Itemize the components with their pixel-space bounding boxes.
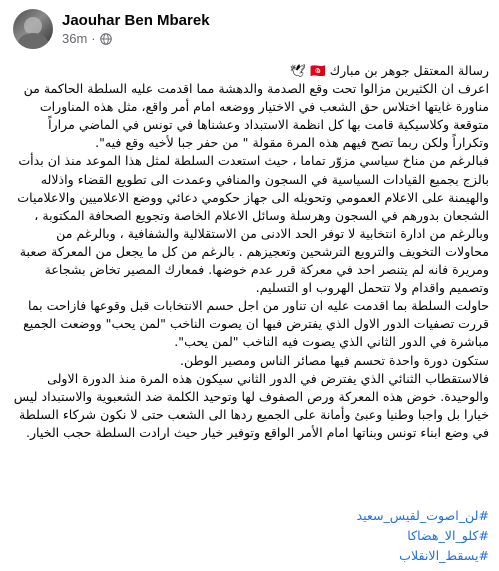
author-avatar[interactable] — [13, 9, 53, 49]
hashtag-list — [356, 506, 489, 566]
separator-dot: · — [91, 30, 96, 46]
post-timestamp[interactable]: 36m — [62, 30, 88, 46]
hashtag-link[interactable]: #لن_اصوت_لقيس_سعيد — [356, 508, 489, 523]
post-title: رسالة المعتقل جوهر بن مبارك 🇹🇳 🕊 — [290, 63, 489, 78]
post-text: اعرف ان الكثيرين مزالوا تحت وقع الصدمة والدهشة مما اقدمت عليه السلطة الحاكمة من مناورة غايتها اختلاس حق الشعب في الاختيار ووضعه امام أمر واقع، مثل هذه المناورات متوقعة وكلاسيكية قامت بها كل انظمة الاستبداد وعشناها في تونس في الماضي مراراً وتكراراً ولكن ربما تصح فيهم هذه المرة مقولة " من حفر جبا لأخيه وقع فيه". فبالرغم من مناخ سياسي مزوّر تماما ، حيث استعدت السلطة لمثل هذا الموعد منذ ان بدأت بالزج بجميع القيادات السياسية في السجون والمنافي وعمدت الى تطويع القضاء واذلاله والهيمنة على الاعلام العمومي وتحويله الى جهاز حكومي دعائي ووضع الاعلاميين والاعلاميات الشجعان بدورهم في السجون وهرسلة وسائل الاعلام الخاصة وتجويع الصحافة المكتوبة ، وبالرغم من ادارة انتخابية لا توفر الحد الادنى من الاستقلالية والشفافية ، وبالرغم من محاولات التخويف والترويع الترشحين وتعجيزهم . بالرغم من كل ما يجعل من المعركة صعبة ومريرة فانه لم يتنصر احد في معركة قرر عدم خوضها. فمعارك المصير تخاض بشجاعة وتصميم واقدام ولا تتحمل الهروب او التسليم. حاولت السلطة بما اقدمت عليه ان تناور من اجل حسم الانتخابات قبل وقوعها فازاحت بما قررت تصفيات الدور الاول الذي يفترض فيها ان يصوت الناخب "لمن يحب" ووضعت الجميع مباشرة في الدور الثاني الذي يصوت فيه الناخب "لمن يحب". ستكون دورة واحدة تحسم فيها مصائر الناس ومصير الوطن. فالاستقطاب الثنائي الذي يفترض في الدور الثاني سيكون هذه المرة منذ الدورة الاولى والوحيدة. خوض هذه المعركة ورص الصفوف لها وتوحيد الكلمة ضد الشعبوية والاستبداد ليس خيارا بل واجبا وطنيا وعبئ وأمانة على الجميع ردها الى الشعب حتى لا نكون شركاء السلطة في وضع ابناء تونس وبناتها امام الأمر الواقع وتوفير خيار حيث ارادت السلطة حجب الخيار. — [13, 81, 489, 440]
post-header — [13, 6, 489, 52]
post-time-row — [62, 30, 210, 48]
globe-icon — [100, 33, 112, 45]
hashtag-link[interactable]: #يسقط_الانقلاب — [399, 548, 489, 563]
author-name[interactable]: Jaouhar Ben Mbarek — [62, 11, 210, 29]
author-meta — [62, 11, 210, 48]
hashtag-link[interactable]: #كلو_الا_هضاكا — [407, 528, 489, 543]
post-body — [10, 62, 489, 442]
